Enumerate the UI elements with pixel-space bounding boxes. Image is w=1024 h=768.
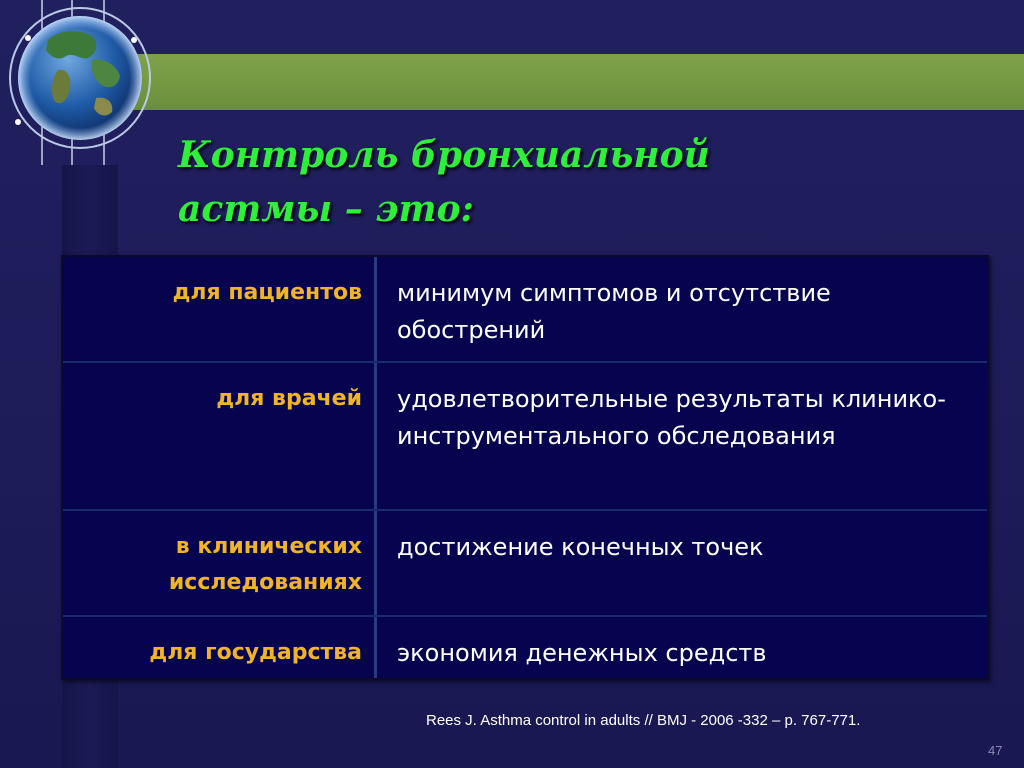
row-label: для врачей [63, 363, 377, 509]
citation: Rees J. Asthma control in adults // BMJ - 2006 -332 – p. 767-771. [426, 712, 861, 729]
slide-title [178, 128, 778, 236]
page-number: 47 [988, 743, 1003, 758]
header-accent-bar [60, 54, 1024, 110]
row-label: для государства [63, 617, 377, 678]
row-label: в клинических исследованиях [63, 511, 377, 615]
table-row [63, 511, 987, 617]
row-text: удовлетворительные результаты клинико-инструментального обследования [397, 385, 946, 450]
table-row [63, 363, 987, 511]
table-row [63, 617, 987, 678]
row-text: минимум симптомов и отсутствие обострений [397, 279, 831, 344]
title-line-2: астмы – это: [178, 188, 474, 230]
table-row [63, 257, 987, 363]
asthma-control-table [61, 255, 989, 680]
row-text: достижение конечных точек [397, 533, 764, 561]
row-text: экономия денежных средств [397, 639, 767, 667]
title-line-1: Контроль бронхиальной [178, 134, 710, 176]
row-label: для пациентов [63, 257, 377, 361]
globe-icon [0, 0, 160, 165]
